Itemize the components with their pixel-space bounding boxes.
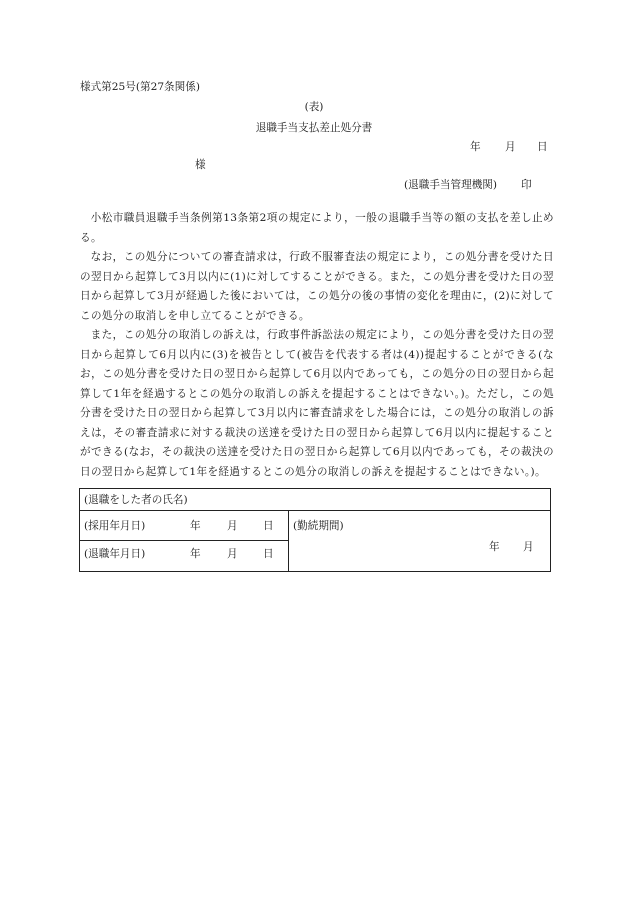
retire-day: 日 [263,548,274,560]
body-paragraph-2: なお，この処分についての審査請求は，行政不服審査法の規定により，この処分書を受けた日の翌日から起算して3月以内に(1)に対してすることができる。また，この処分書を受けた日の翌日から起算して3月が経過した後においては，この処分の後の事情の変化を理由に，(2)に対してこの処分の取消しを申し立てることができる。 [80,251,554,322]
retiree-name-row [80,489,550,511]
body-paragraph-1: 小松市職員退職手当条例第13条第2項の規定により，一般の退職手当等の額の支払を差し止める。 [80,212,554,244]
issuer [404,177,532,192]
retire-year: 年 [190,548,201,560]
document-title: 退職手当支払差止処分書 [255,122,373,134]
dates-divider [80,540,288,541]
dates-column [80,511,289,572]
retire-month: 月 [227,548,238,560]
retire-date-value [190,546,274,561]
service-period-value [489,539,534,554]
form-number: 様式第25号(第27条関係) [80,81,200,93]
retiree-info-table [79,488,551,572]
side-label: (表) [304,101,324,113]
hire-date-value [190,518,274,533]
retiree-name-label: (退職をした者の氏名) [84,494,188,506]
addressee-suffix: 様 [195,159,206,171]
date-year: 年 [470,141,481,153]
hire-date-label: (採用年月日) [84,520,146,532]
retire-date-label: (退職年月日) [84,548,146,560]
hire-month: 月 [227,520,238,532]
hire-year: 年 [190,520,201,532]
seal-mark: 印 [521,179,532,191]
service-years: 年 [489,541,500,553]
issue-date [470,139,548,154]
service-months: 月 [523,541,534,553]
service-period-label: (勤続期間) [293,520,344,532]
body-paragraph-3: また，この処分の取消しの訴えは，行政事件訴訟法の規定により，この処分書を受けた日の翌日から起算して6月以内に(3)を被告として(被告を代表する者は(4))提起することができる(なお，この処分書を受けた日の翌日から起算して6月以内であっても，この処分の日の翌日から起算して1年を経過するとこの処分の取消しの訴えを提起することはできない。)。ただし，この処分書を受けた日の翌日から起算して3月以内に審査請求をした場合には，この処分の取消しの訴えは，その審査請求に対する裁決の送達を受けた日の翌日から起算して6月以内に提起することができる(なお，その裁決の送達を受けた日の翌日から起算して6月以内であっても，その裁決の日の翌日から起算して1年を経過するとこの処分の取消しの訴えを提起することはできない。)。 [80,329,554,478]
date-day: 日 [537,141,548,153]
date-month: 月 [505,141,516,153]
hire-day: 日 [263,520,274,532]
issuer-label: (退職手当管理機関) [404,179,498,191]
